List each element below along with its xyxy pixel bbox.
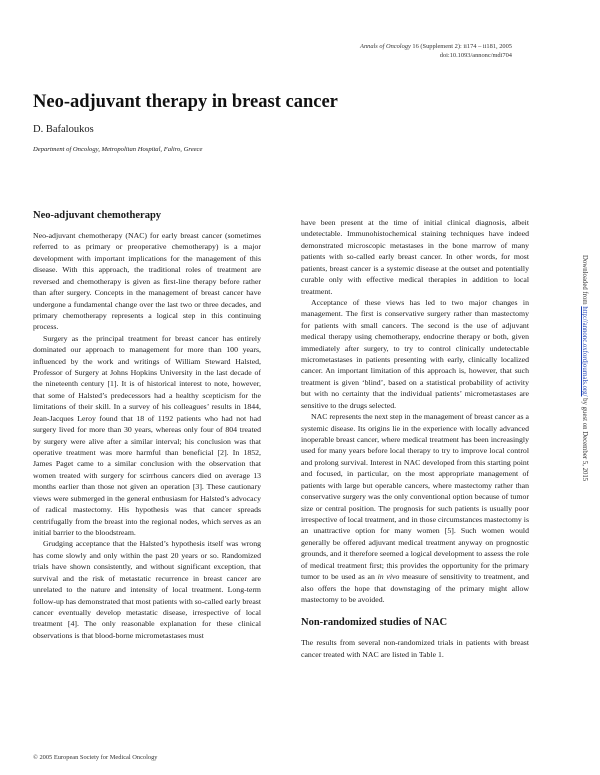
paragraph: have been present at the time of initial clinical diagnosis, albeit undetectable. Immunohistochemical staining techniques have indeed demonstrated microscopic metastases in the bone marrow of many patients with so-called early breast cancer. In other words, for most patients, breast cancer is a systemic disease at the outset and potentially curable only with effective medical therapies in addition to local treatment. — [301, 218, 529, 296]
right-column — [301, 217, 529, 660]
italic-term: in vivo — [377, 572, 400, 582]
watermark-suffix: by guest on December 5, 2015 — [581, 396, 588, 482]
doi: doi:10.1093/annonc/mdi704 — [439, 52, 512, 59]
copyright-footer: © 2005 European Society for Medical Oncology — [33, 754, 158, 761]
paragraph: Surgery as the principal treatment for breast cancer has entirely dominated our approach to management for more than 100 years, influenced by the work and writings of William Steward Halsted, Professor of Surgery at Johns Hopkins University in the last decade of the nineteenth century [1]. It is of historical interest to note, however, that some of Halsted’s predecessors had a healthy scepticism for the limitations of their skill. In a survey of his colleagues’ results in 1844, Jean-Jacques Leroy found that 18 of 1192 patients who had not had surgery lived for more than 30 years, whereas only four of 804 treated by surgery were alive after a similar interval; his conclusion was that operative treatment was more harmful than beneficial [2]. In 1852, James Paget came to a similar conclusion with the observation that women treated with surgery for scirrhous cancers died on average 13 months earlier than those not given an operation [3]. These cautionary views were submerged in the general enthusiasm for Halsted’s advocacy of radical mastectomy. His hypothesis was that cancer spreads centrifugally from the breast into the regional nodes, which serves as an initial barrier to the bloodstream. — [33, 333, 261, 537]
paragraph — [301, 411, 529, 605]
text-run: NAC represents the next step in the management of breast cancer as a systemic disease. Its origins lie in the experience with locally advanced inoperable breast cancer, where medical treatment has been increasingly used for many years before local therapy to try to improve local control and prolong survival. Interest in NAC developed from this starting point and focused, in particular, on the most appropriate management of patients with large but operable cancers, where mastectomy rather than conservative surgery was the only conventional option because of tumor size or central position. The prognosis for such patients is usually poor irrespective of local treatment, and in those circumstances mastectomy is an unattractive option for many women [5]. Such women would generally be offered adjuvant medical treatment anyway on prognostic grounds, and it therefore seemed a logical development to assess the role of medical treatment first; this provides the opportunity for the primary tumor to be used as an — [301, 412, 529, 582]
download-watermark — [581, 255, 588, 481]
watermark-prefix: Downloaded from — [581, 255, 588, 307]
left-column — [33, 209, 261, 641]
author: D. Bafaloukos — [33, 124, 94, 135]
journal-name: Annals of Oncology — [360, 43, 411, 50]
affiliation: Department of Oncology, Metropolitan Hospital, Faliro, Greece — [33, 146, 203, 153]
paper-title: Neo-adjuvant therapy in breast cancer — [33, 92, 338, 112]
running-header — [360, 42, 512, 60]
paragraph: Grudging acceptance that the Halsted’s hypothesis itself was wrong has come slowly and only within the past 20 years or so. Randomized trials have shown consistently, and without significant exception, that survival and the risk of metastatic recurrence in breast cancer are unrelated to the nature and intensity of local treatment. Long-term follow-up has demonstrated that most patients with so-called early breast cancer eventually develop metastatic disease, irrespective of local treatment [4]. The only reasonable explanation for these clinical observations is that blood-borne micrometastases must — [33, 539, 261, 640]
section-heading-nonrandomized: Non-randomized studies of NAC — [301, 617, 448, 629]
citation: 16 (Supplement 2): ii174 – ii181, 2005 — [410, 43, 512, 50]
journal-link[interactable]: http://annonc.oxfordjournals.org/ — [581, 306, 588, 397]
paragraph: Acceptance of these views has led to two major changes in management. The first is conservative surgery rather than mastectomy for patients with small cancers. The second is the use of adjuvant medical therapy using chemotherapy, endocrine therapy or both, given immediately after surgery, to try to control clinically undetectable micrometastases in patients presenting with early, clinically localized cancer. An important limitation of this approach is, however, that such treatment is given ‘blind’, based on a statistical probability of activity but with no certainty that the individual patients’ micrometastases are sensitive to the drugs selected. — [301, 297, 529, 410]
paragraph: The results from several non-randomized trials in patients with breast cancer treated with NAC are listed in Table 1. — [301, 638, 529, 659]
text-run: measure of sensitivity to treatment, and also offers the hope that downstaging of the primary might allow mastectomy to be avoided. — [301, 572, 530, 604]
section-heading-neoadjuvant: Neo-adjuvant chemotherapy — [33, 210, 162, 221]
paragraph: Neo-adjuvant chemotherapy (NAC) for early breast cancer (sometimes referred to as primary or preoperative chemotherapy) is a major development with important implications for the management of this disease. With this approach, the traditional roles of treatment are reversed and chemotherapy is given as first-line therapy before rather than after surgery. Concepts in the management of breast cancer have undergone a fundamental change over the last two or three decades, and primary chemotherapy represents a logical step in this continuing process. — [33, 231, 261, 332]
